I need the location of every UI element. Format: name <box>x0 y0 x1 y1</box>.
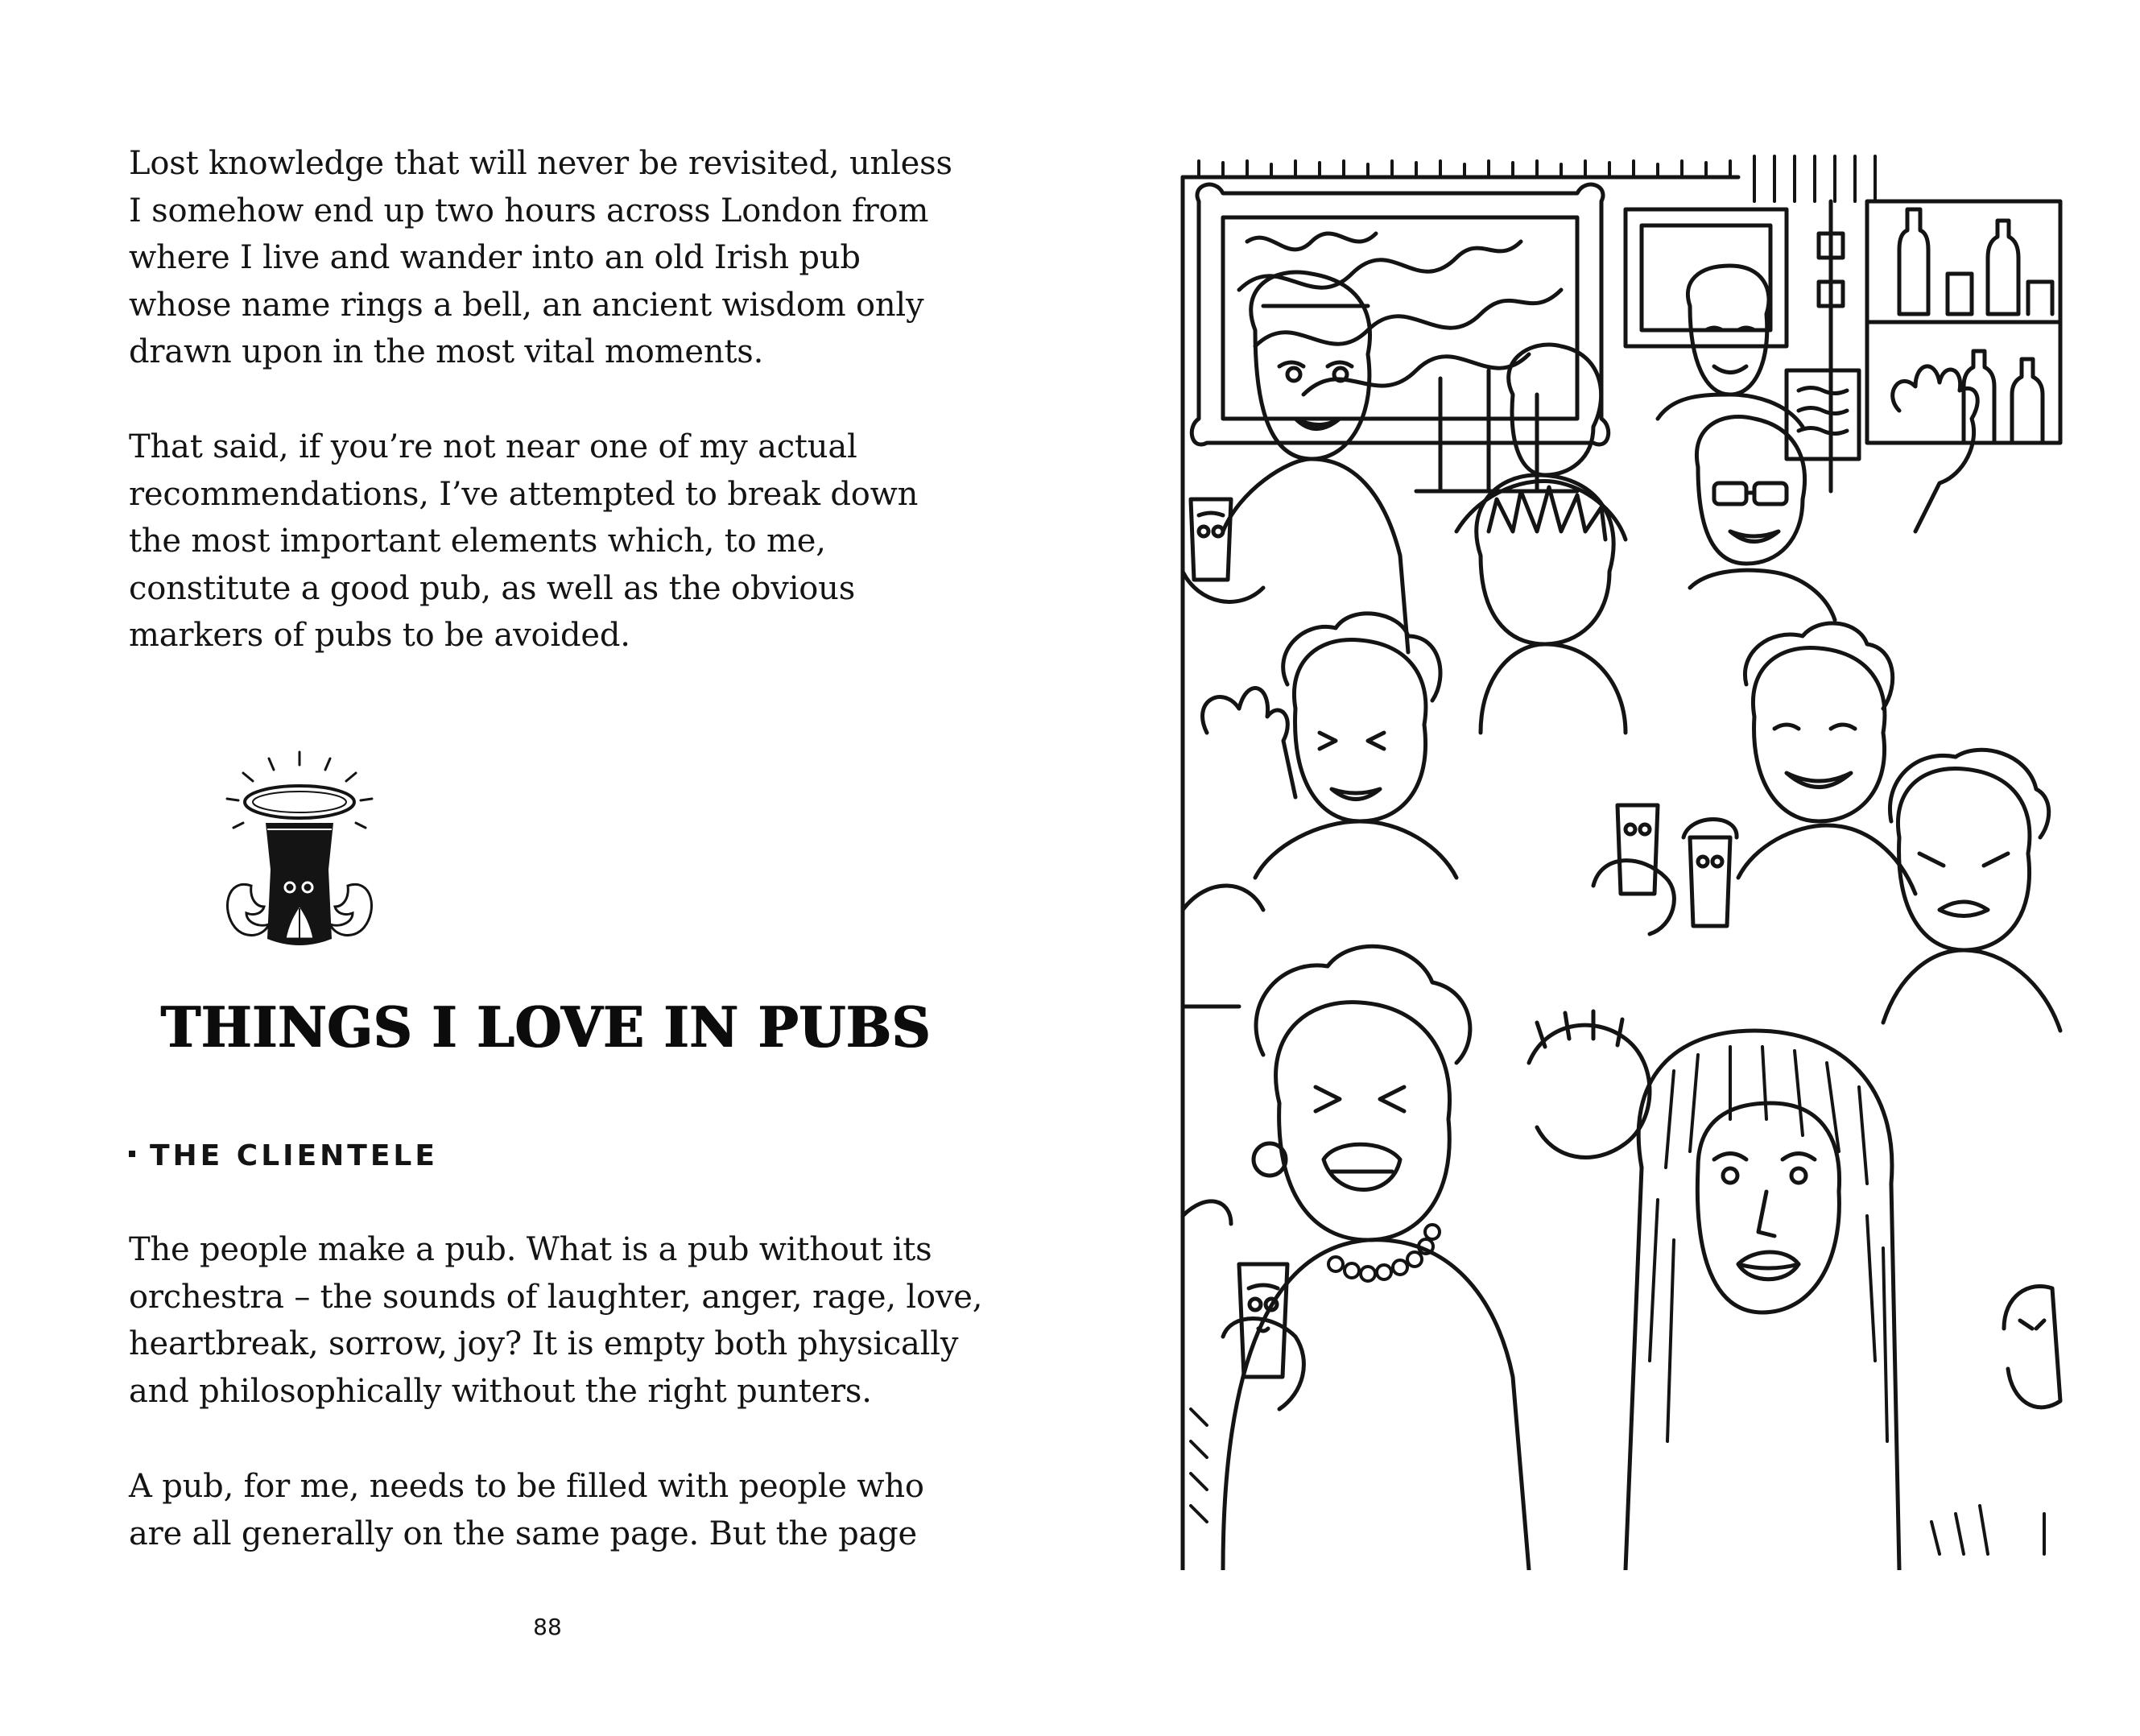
text-line: That said, if you’re not near one of my actual <box>129 428 857 465</box>
text-line: are all generally on the same page. But the page <box>129 1515 918 1552</box>
paragraph-lost-knowledge <box>129 140 982 376</box>
crowded-pub-illustration <box>1175 153 2070 1570</box>
text-line: where I live and wander into an old Irish pub <box>129 239 861 276</box>
right-page <box>1070 0 2140 1736</box>
text-line: markers of pubs to be avoided. <box>129 617 630 654</box>
text-line: and philosophically without the right punters. <box>129 1372 872 1410</box>
bullet-icon <box>129 1151 135 1157</box>
text-line: I somehow end up two hours across London from <box>129 192 929 229</box>
paragraph-that-said <box>129 424 982 659</box>
text-line: A pub, for me, needs to be filled with people who <box>129 1468 924 1505</box>
section-heading: THINGS I LOVE IN PUBS <box>161 994 932 1060</box>
subheading <box>129 1139 438 1172</box>
text-line: orchestra – the sounds of laughter, anger, rage, love, <box>129 1278 983 1316</box>
paragraph-same-page <box>129 1463 982 1557</box>
text-line: drawn upon in the most vital moments. <box>129 333 764 370</box>
page-number: 88 <box>533 1614 562 1640</box>
text-line: constitute a good pub, as well as the obvious <box>129 569 856 607</box>
text-line: recommendations, I’ve attempted to break down <box>129 475 919 513</box>
pint-glass-angel-icon <box>211 749 388 958</box>
text-line: the most important elements which, to me, <box>129 523 826 560</box>
text-line: Lost knowledge that will never be revisited, unless <box>129 145 952 182</box>
paragraph-people-make-a-pub <box>129 1226 982 1415</box>
text-line: The people make a pub. What is a pub without its <box>129 1231 932 1268</box>
text-line: whose name rings a bell, an ancient wisdom only <box>129 286 924 324</box>
subheading-text: THE CLIENTELE <box>150 1139 438 1172</box>
text-line: heartbreak, sorrow, joy? It is empty both physically <box>129 1325 959 1362</box>
